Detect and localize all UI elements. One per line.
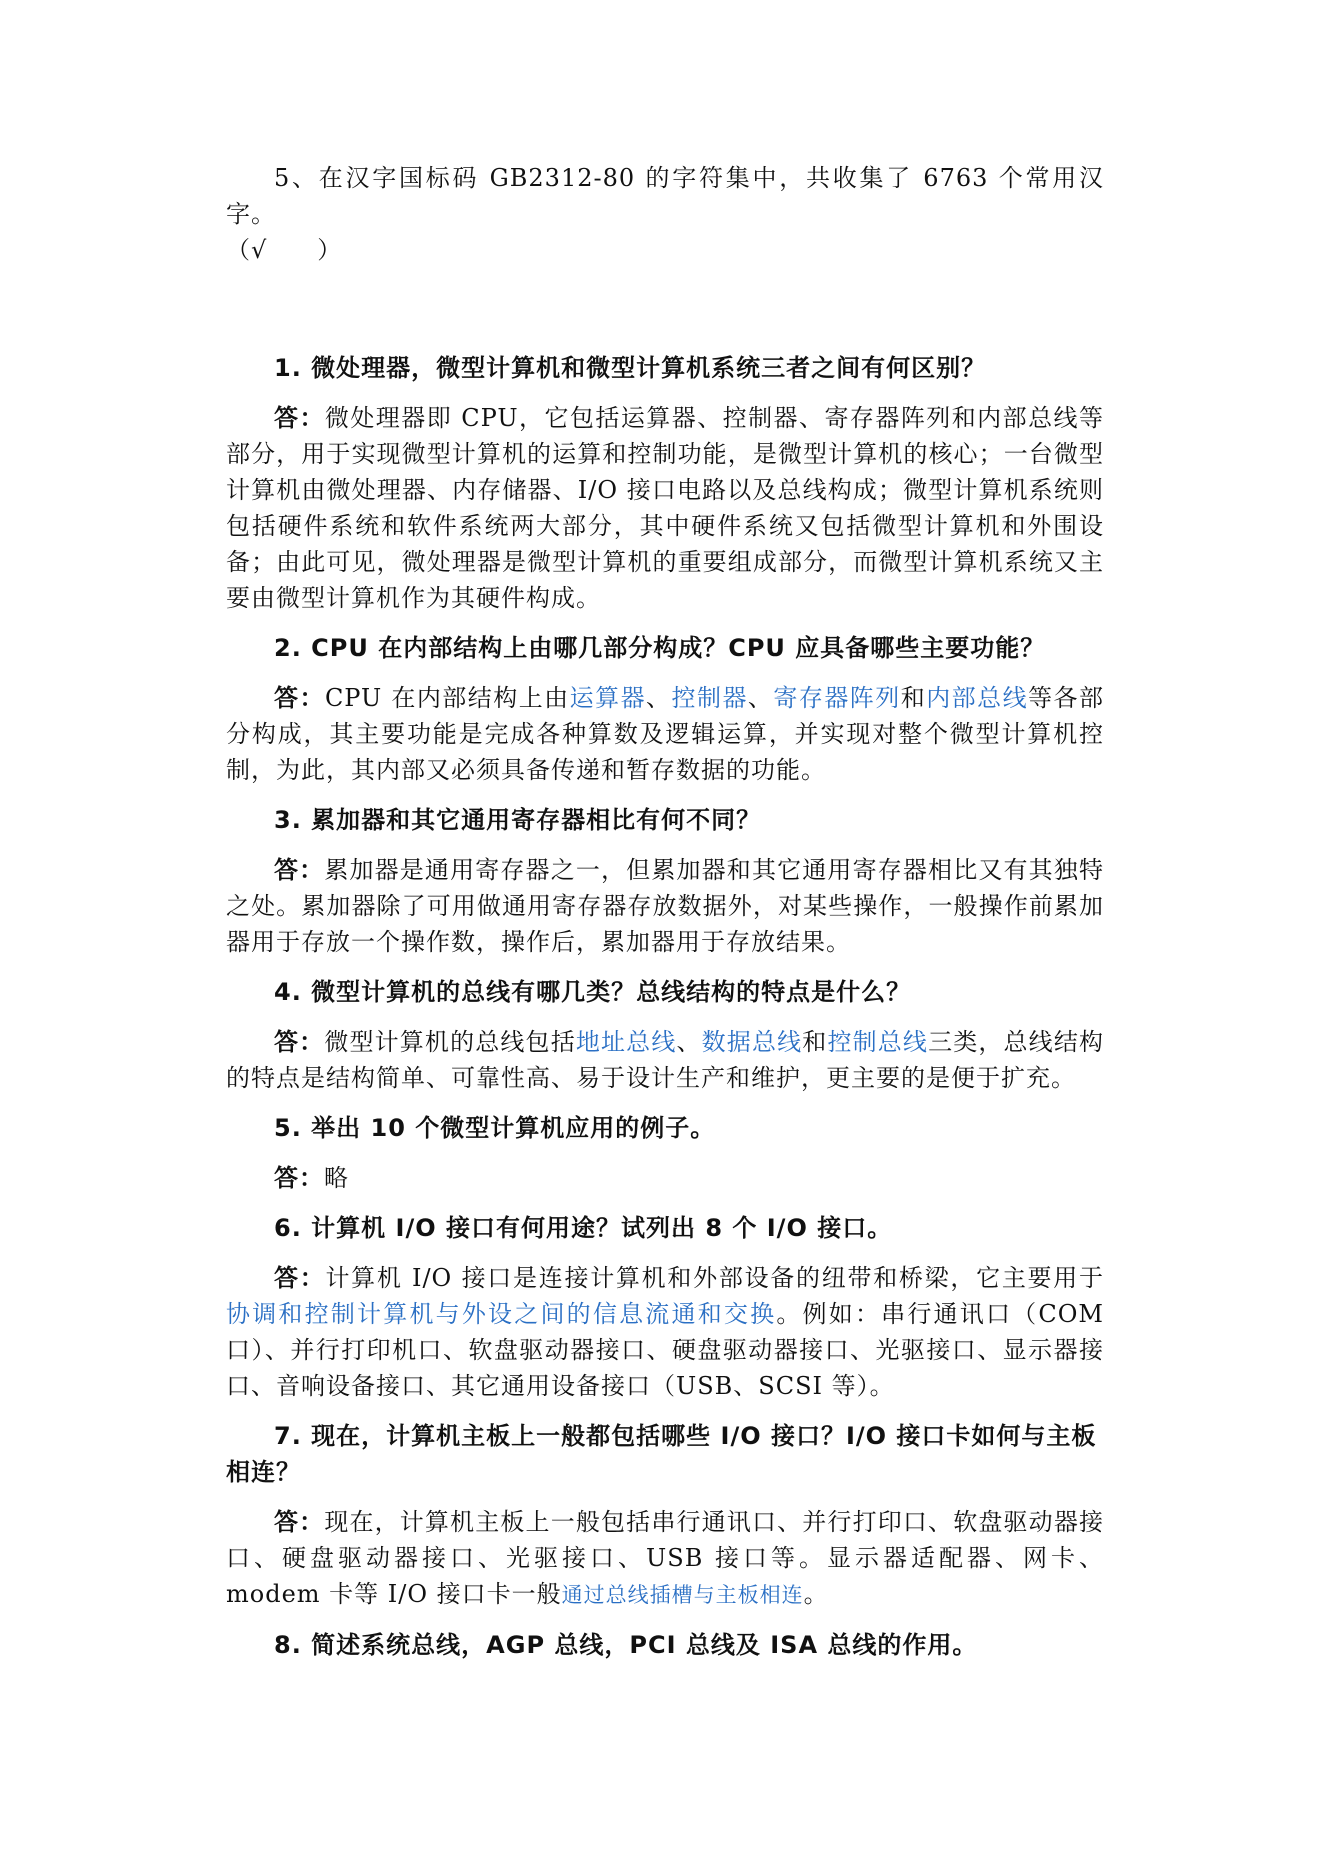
answer-2 — [226, 680, 1104, 788]
separator: 、 — [646, 684, 672, 712]
highlight-term: 内部总线 — [926, 684, 1029, 712]
answer-text: 计算机 I/O 接口是连接计算机和外部设备的纽带和桥梁，它主要用于 — [325, 1264, 1104, 1292]
answer-text: 微型计算机的总线包括 — [324, 1028, 576, 1056]
question-2: 2. CPU 在内部结构上由哪几部分构成？CPU 应具备哪些主要功能？ — [274, 634, 1046, 662]
separator: 、 — [747, 684, 774, 712]
answer-text: CPU 在内部结构上由 — [324, 684, 570, 712]
answer-3 — [226, 852, 1104, 960]
separator: 和 — [900, 684, 927, 712]
highlight-term: 通过总线插槽与主板相连 — [561, 1583, 804, 1607]
answer-text: 。 — [803, 1580, 829, 1608]
answer-label: 答： — [274, 1028, 325, 1056]
answer-5 — [226, 1160, 1104, 1196]
answer-text: 三类，总线结构的特点是结构简单、可靠性高、易于设计生产和维护，更主要的是便于扩充。 — [226, 1028, 1104, 1092]
question-5: 5. 举出 10 个微型计算机应用的例子。 — [274, 1114, 716, 1142]
answer-4 — [226, 1024, 1104, 1096]
highlight-term: 控制器 — [671, 684, 748, 712]
answer-6 — [226, 1260, 1104, 1404]
answer-text: 累加器是通用寄存器之一，但累加器和其它通用寄存器相比又有其独特之处。累加器除了可用做通用寄存器存放数据外，对某些操作，一般操作前累加器用于存放一个操作数，操作后，累加器用于存放结果。 — [226, 856, 1104, 956]
answer-label: 答： — [274, 856, 325, 884]
answer-1 — [226, 400, 1104, 616]
highlight-term: 协调和控制计算机与外设之间的信息流通和交换 — [226, 1300, 777, 1328]
answer-text: 现在，计算机主板上一般包括串行通讯口、并行打印口、软盘驱动器接口、硬盘驱动器接口、光驱接口、USB 接口等。显示器适配器、网卡、modem 卡等 I/O 接口卡一般 — [226, 1508, 1104, 1608]
answer-text: 。例如：串行通讯口（COM 口）、并行打印机口、软盘驱动器接口、硬盘驱动器接口、光驱接口、显示器接口、音响设备接口、其它通用设备接口（USB、SCSI 等）。 — [226, 1300, 1104, 1400]
question-1: 1. 微处理器，微型计算机和微型计算机系统三者之间有何区别？ — [274, 354, 987, 382]
answer-label: 答： — [274, 1508, 325, 1536]
answer-text: 略 — [324, 1164, 349, 1192]
judgement-answer: （√ ） — [226, 236, 343, 264]
separator: 、 — [676, 1028, 702, 1056]
judgement-text: 5、在汉字国标码 GB2312-80 的字符集中，共收集了 6763 个常用汉字。 — [226, 164, 1104, 228]
highlight-term: 控制总线 — [827, 1028, 929, 1056]
judgement-item — [226, 160, 1104, 268]
highlight-term: 寄存器阵列 — [773, 684, 901, 712]
separator: 和 — [802, 1028, 828, 1056]
question-4: 4. 微型计算机的总线有哪几类？总线结构的特点是什么？ — [274, 978, 912, 1006]
answer-text: 微处理器即 CPU，它包括运算器、控制器、寄存器阵列和内部总线等部分，用于实现微型计算机的运算和控制功能，是微型计算机的核心；一台微型计算机由微处理器、内存储器、I/O 接口电路以及总线构成；微型计算机系统则包括硬件系统和软件系统两大部分，其中硬件系统又包括微型计算机和外围设备；由此可见，微处理器是微型计算机的重要组成部分，而微型计算机系统又主要由微型计算机作为其硬件构成。 — [226, 404, 1104, 612]
question-6: 6. 计算机 I/O 接口有何用途？试列出 8 个 I/O 接口。 — [274, 1214, 893, 1242]
document-page — [226, 160, 1104, 1663]
answer-label: 答： — [274, 1164, 324, 1192]
highlight-term: 数据总线 — [701, 1028, 803, 1056]
highlight-term: 地址总线 — [575, 1028, 677, 1056]
answer-label: 答： — [274, 684, 325, 712]
highlight-term: 运算器 — [569, 684, 647, 712]
question-3: 3. 累加器和其它通用寄存器相比有何不同？ — [274, 806, 762, 834]
answer-label: 答： — [274, 404, 325, 432]
answer-7 — [226, 1504, 1104, 1613]
question-8: 8. 简述系统总线，AGP 总线，PCI 总线及 ISA 总线的作用。 — [274, 1631, 978, 1659]
answer-text: 等各部分构成，其主要功能是完成各种算数及逻辑运算，并实现对整个微型计算机控制，为此，其内部又必须具备传递和暂存数据的功能。 — [226, 684, 1105, 784]
answer-label: 答： — [274, 1264, 326, 1292]
question-7: 7. 现在，计算机主板上一般都包括哪些 I/O 接口？I/O 接口卡如何与主板相连？ — [226, 1422, 1097, 1486]
